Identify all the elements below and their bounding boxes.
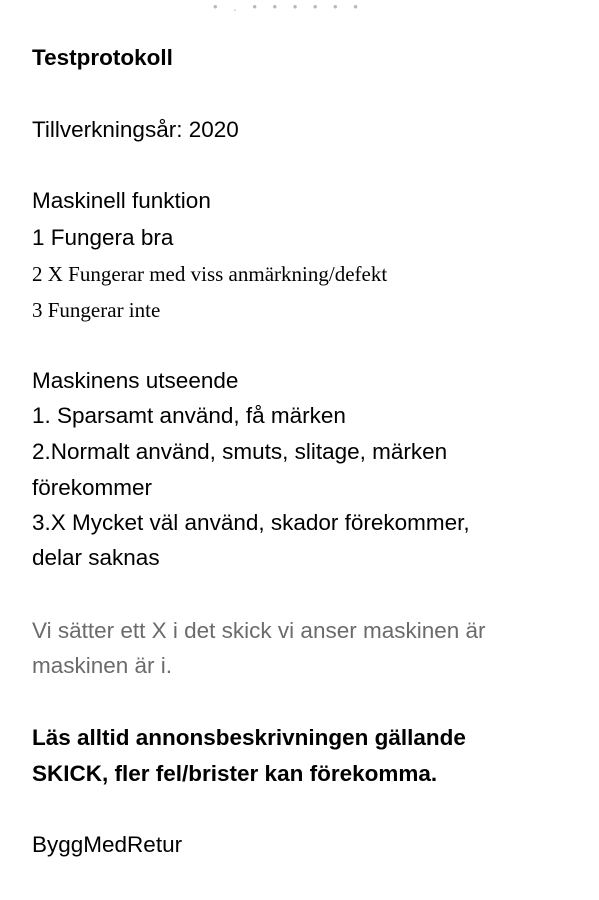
marking-note-line-1: Vi sätter ett X i det skick vi anser maskinen är <box>32 618 486 643</box>
manufacture-year: Tillverkningsår: 2020 <box>32 117 239 142</box>
function-option-2: 2 X Fungerar med viss anmärkning/defekt <box>32 262 388 286</box>
warning-line-2: SKICK, fler fel/brister kan förekomma. <box>32 761 438 786</box>
appearance-option-2-continued: förekommer <box>32 475 153 500</box>
appearance-option-3: 3.X Mycket väl använd, skador förekommer, <box>32 510 470 535</box>
signature: ByggMedRetur <box>32 832 183 857</box>
appearance-heading: Maskinens utseende <box>32 368 239 393</box>
function-option-1: 1 Fungera bra <box>32 225 174 250</box>
marking-note-line-2: maskinen är i. <box>32 653 173 678</box>
document-title: Testprotokoll <box>32 45 173 70</box>
appearance-option-2: 2.Normalt använd, smuts, slitage, märken <box>32 439 448 464</box>
function-heading: Maskinell funktion <box>32 188 211 213</box>
function-option-3: 3 Fungerar inte <box>32 298 161 322</box>
warning-line-1: Läs alltid annonsbeskrivningen gällande <box>32 725 466 750</box>
appearance-option-1: 1. Sparsamt använd, få märken <box>32 403 346 428</box>
cropped-text-fragment: • . • • • • • • <box>213 0 364 14</box>
appearance-option-3-continued: delar saknas <box>32 545 160 570</box>
